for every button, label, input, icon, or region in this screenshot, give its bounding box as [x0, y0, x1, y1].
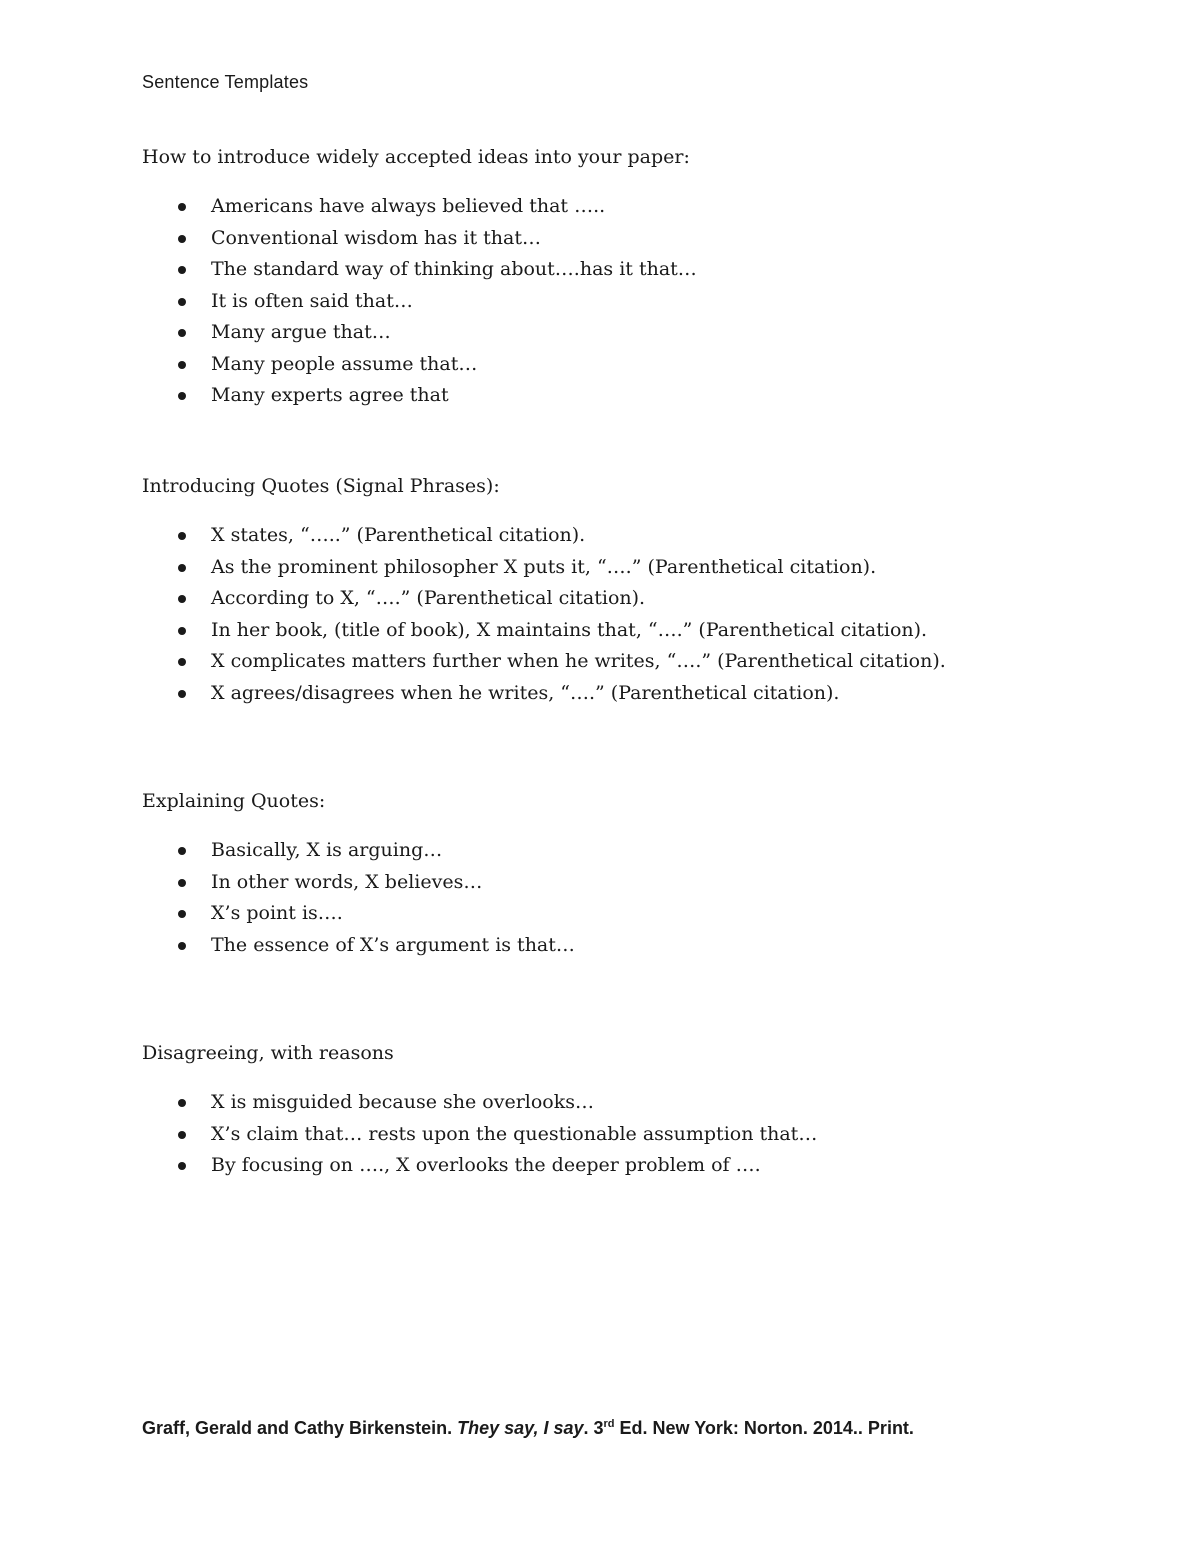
list-item: Basically, X is arguing… [142, 835, 1102, 867]
bullet-icon [178, 1162, 186, 1170]
list-item: By focusing on …., X overlooks the deeper problem of …. [142, 1150, 1102, 1182]
list-item: X states, “…..” (Parenthetical citation). [142, 520, 1102, 552]
list-item: In her book, (title of book), X maintains that, “….” (Parenthetical citation). [142, 615, 1102, 647]
bullet-icon [178, 1099, 186, 1107]
bullet-icon [178, 235, 186, 243]
section-explaining-quotes [142, 789, 1102, 961]
list-item: X complicates matters further when he writes, “….” (Parenthetical citation). [142, 646, 1102, 678]
bullet-icon [178, 910, 186, 918]
bullet-icon [178, 658, 186, 666]
bullet-icon [178, 361, 186, 369]
bullet-list [142, 520, 1102, 709]
bullet-icon [178, 627, 186, 635]
list-item: As the prominent philosopher X puts it, “….” (Parenthetical citation). [142, 552, 1102, 584]
bullet-icon [178, 1131, 186, 1139]
list-item: The essence of X’s argument is that… [142, 930, 1102, 962]
citation-book-title: They say, I say [457, 1418, 584, 1438]
bullet-list [142, 1087, 1102, 1182]
bullet-icon [178, 564, 186, 572]
list-item: X’s claim that… rests upon the questionable assumption that… [142, 1119, 1102, 1151]
list-item: X’s point is…. [142, 898, 1102, 930]
section-accepted-ideas [142, 145, 1102, 412]
section-heading: Explaining Quotes: [142, 790, 326, 812]
list-item: According to X, “….” (Parenthetical citation). [142, 583, 1102, 615]
citation-authors: Graff, Gerald and Cathy Birkenstein. [142, 1418, 453, 1438]
list-item: Conventional wisdom has it that… [142, 223, 1102, 255]
bullet-icon [178, 942, 186, 950]
bullet-icon [178, 298, 186, 306]
list-item: In other words, X believes… [142, 867, 1102, 899]
bullet-list [142, 191, 1102, 412]
list-item: Americans have always believed that ….. [142, 191, 1102, 223]
list-item: The standard way of thinking about….has it that… [142, 254, 1102, 286]
bullet-icon [178, 266, 186, 274]
section-introducing-quotes [142, 474, 1102, 709]
bullet-icon [178, 847, 186, 855]
bullet-icon [178, 203, 186, 211]
bullet-icon [178, 392, 186, 400]
citation-edition-suffix: rd [603, 1418, 615, 1430]
section-heading: Introducing Quotes (Signal Phrases): [142, 475, 500, 497]
section-heading: How to introduce widely accepted ideas into your paper: [142, 146, 690, 168]
bullet-icon [178, 532, 186, 540]
section-heading: Disagreeing, with reasons [142, 1042, 394, 1064]
list-item: X is misguided because she overlooks… [142, 1087, 1102, 1119]
bullet-list [142, 835, 1102, 961]
citation-after-title: . 3 [583, 1418, 604, 1438]
list-item: It is often said that… [142, 286, 1102, 318]
bullet-icon [178, 879, 186, 887]
page-title: Sentence Templates [142, 72, 309, 92]
bullet-icon [178, 690, 186, 698]
bullet-icon [178, 595, 186, 603]
list-item: Many people assume that… [142, 349, 1102, 381]
section-disagreeing [142, 1041, 1102, 1182]
bullet-icon [178, 329, 186, 337]
citation-rest: Ed. New York: Norton. 2014.. Print. [614, 1418, 914, 1438]
list-item: Many argue that… [142, 317, 1102, 349]
works-cited-citation [142, 1418, 914, 1439]
list-item: X agrees/disagrees when he writes, “….” (Parenthetical citation). [142, 678, 1102, 710]
list-item: Many experts agree that [142, 380, 1102, 412]
